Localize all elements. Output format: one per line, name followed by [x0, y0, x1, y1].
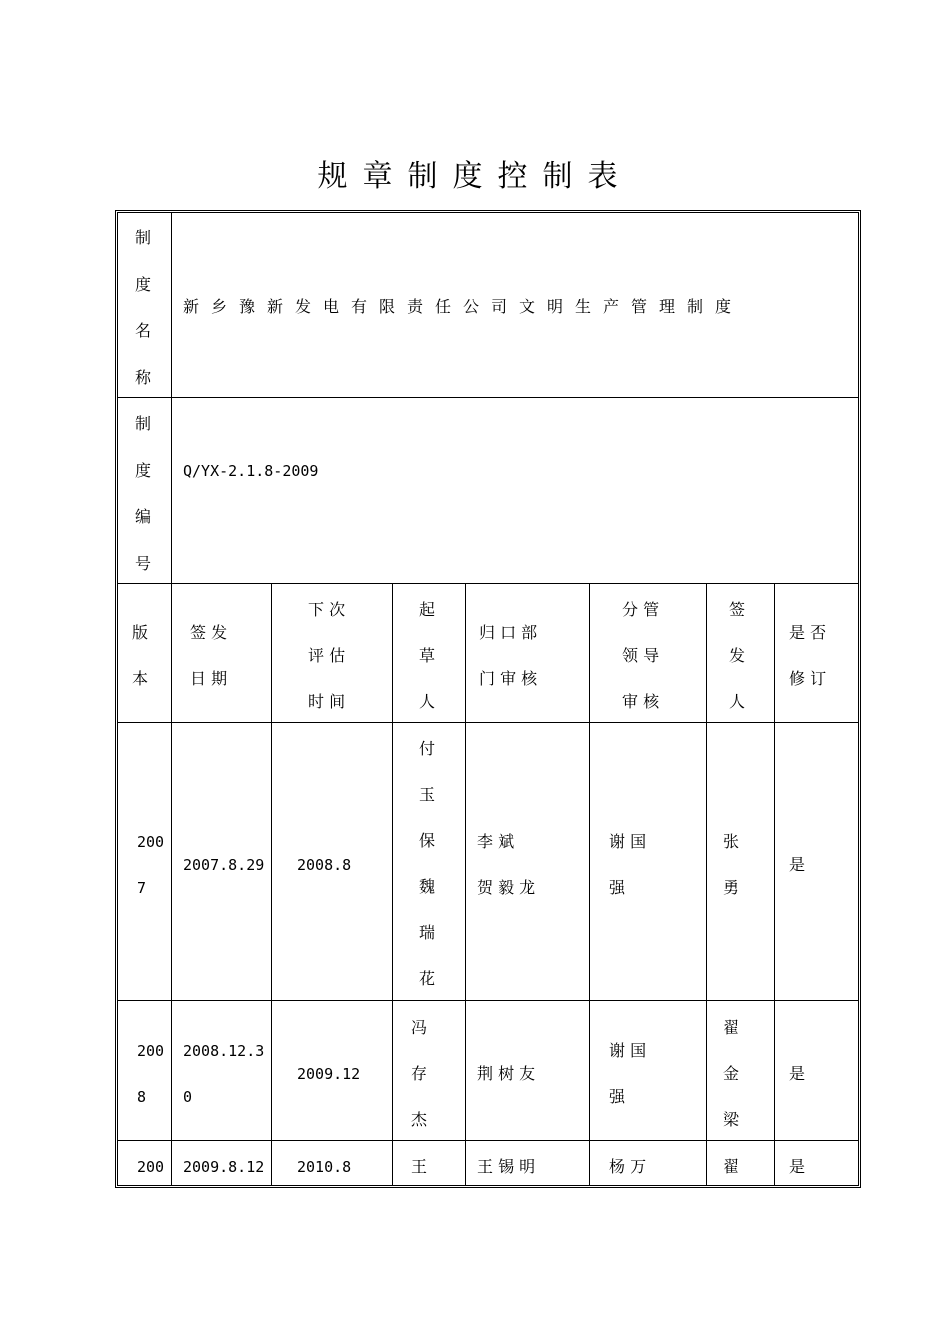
row-divider — [118, 1140, 858, 1141]
name-label: 制度名称 — [134, 228, 151, 387]
column-divider — [171, 213, 172, 1185]
column-divider — [271, 583, 272, 1185]
code-label: 制度编号 — [134, 414, 151, 573]
record-dept-review: 王 锡 明 — [477, 1157, 536, 1176]
record-signer: 翟 — [723, 1157, 740, 1176]
record-dept-review: 李 斌 贺 毅 龙 — [477, 832, 536, 897]
record-next-review: 2008.8 — [297, 856, 352, 874]
record-sign-date: 2009.8.12 — [183, 1158, 265, 1176]
record-version: 200 7 — [137, 833, 165, 897]
column-divider — [392, 583, 393, 1185]
name-value: 新乡豫新发电有限责任公司文明生产管理制度 — [183, 297, 744, 316]
record-sign-date: 2007.8.29 — [183, 856, 265, 874]
record-revised: 是 — [789, 1157, 806, 1176]
record-leader-review: 杨 万 — [609, 1157, 647, 1176]
column-divider — [706, 583, 707, 1185]
record-signer: 翟 金 梁 — [723, 1018, 740, 1129]
record-leader-review: 谢 国 强 — [609, 832, 647, 897]
row-divider — [118, 583, 858, 584]
record-sign-date: 2008.12.3 0 — [183, 1042, 265, 1106]
record-drafter: 冯 存 杰 — [411, 1018, 428, 1129]
record-drafter: 王 — [411, 1157, 428, 1176]
header-leader-review: 分 管 领 导 审 核 — [622, 600, 660, 711]
header-version: 版 本 — [132, 623, 149, 688]
code-value: Q/YX-2.1.8-2009 — [183, 462, 319, 480]
header-sign-date: 签 发 日 期 — [190, 623, 228, 688]
record-dept-review: 荆 树 友 — [477, 1064, 536, 1083]
header-revised: 是 否 修 订 — [789, 623, 827, 688]
record-next-review: 2010.8 — [297, 1158, 352, 1176]
record-signer: 张 勇 — [723, 832, 740, 897]
control-table — [115, 210, 861, 1188]
row-divider — [118, 397, 858, 398]
column-divider — [774, 583, 775, 1185]
record-drafter: 付 玉 保 魏 瑞 花 — [419, 739, 436, 988]
record-version: 200 8 — [137, 1042, 165, 1106]
record-revised: 是 — [789, 855, 806, 874]
column-divider — [465, 583, 466, 1185]
record-revised: 是 — [789, 1064, 806, 1083]
row-divider — [118, 1000, 858, 1001]
row-divider — [118, 722, 858, 723]
page-title: 规章制度控制表 — [317, 159, 633, 194]
column-divider — [589, 583, 590, 1185]
header-dept-review: 归 口 部 门 审 核 — [479, 623, 538, 688]
header-drafter: 起 草 人 — [419, 600, 436, 711]
record-next-review: 2009.12 — [297, 1065, 361, 1083]
header-signer: 签 发 人 — [729, 600, 746, 711]
record-leader-review: 谢 国 强 — [609, 1041, 647, 1106]
record-version: 200 — [137, 1158, 165, 1176]
header-next-review: 下 次 评 估 时 间 — [308, 600, 346, 711]
